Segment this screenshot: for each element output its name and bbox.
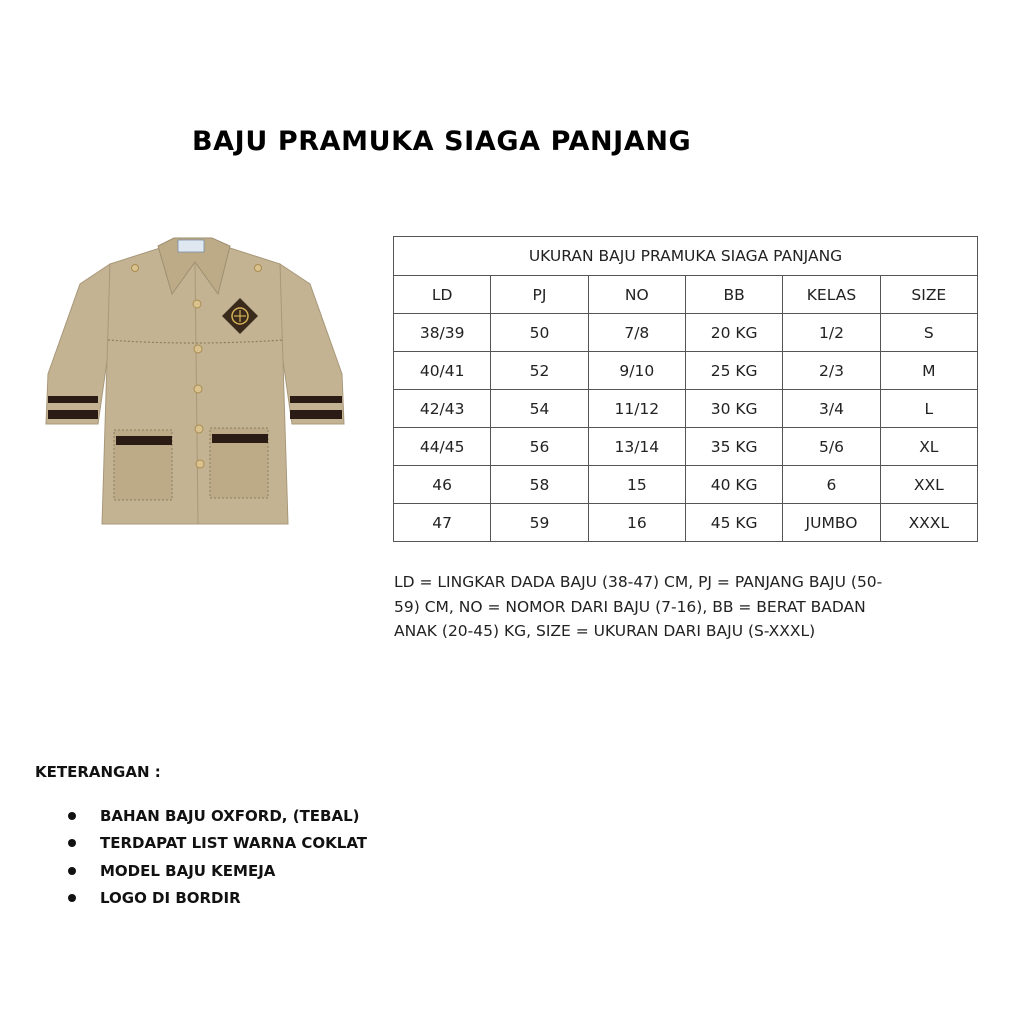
list-item-label: MODEL BAJU KEMEJA (100, 861, 276, 880)
table-row (394, 390, 978, 428)
table-row (394, 466, 978, 504)
cell-kelas: 6 (783, 466, 880, 504)
table-row (394, 314, 978, 352)
cell-no: 15 (588, 466, 685, 504)
cell-kelas: JUMBO (783, 504, 880, 542)
cell-kelas: 3/4 (783, 390, 880, 428)
column-header-ld: LD (394, 276, 491, 314)
column-header-no: NO (588, 276, 685, 314)
cell-bb: 40 KG (685, 466, 782, 504)
cell-pj: 56 (491, 428, 588, 466)
table-row (394, 352, 978, 390)
column-header-size: SIZE (880, 276, 977, 314)
keterangan-list (60, 802, 367, 912)
list-item (60, 830, 367, 858)
cell-ld: 40/41 (394, 352, 491, 390)
list-item-label: BAHAN BAJU OXFORD, (TEBAL) (100, 806, 360, 825)
cell-ld: 46 (394, 466, 491, 504)
list-item (60, 885, 367, 913)
cell-pj: 52 (491, 352, 588, 390)
cell-ld: 47 (394, 504, 491, 542)
table-row (394, 428, 978, 466)
cell-size: XXXL (880, 504, 977, 542)
cell-ld: 42/43 (394, 390, 491, 428)
column-header-kelas: KELAS (783, 276, 880, 314)
list-item-label: LOGO DI BORDIR (100, 889, 241, 908)
shirt-body (46, 238, 344, 524)
product-image-shirt (40, 234, 350, 526)
list-item-label: TERDAPAT LIST WARNA COKLAT (100, 834, 368, 853)
bullet-icon (68, 894, 76, 902)
bullet-icon (68, 839, 76, 847)
cell-pj: 50 (491, 314, 588, 352)
bullet-icon (68, 812, 76, 820)
column-header-bb: BB (685, 276, 782, 314)
cell-size: XL (880, 428, 977, 466)
cell-no: 11/12 (588, 390, 685, 428)
cell-pj: 58 (491, 466, 588, 504)
table-header-row (394, 276, 978, 314)
cell-no: 16 (588, 504, 685, 542)
table-row (394, 504, 978, 542)
bullet-icon (68, 867, 76, 875)
keterangan-heading: KETERANGAN : (35, 763, 161, 781)
cell-kelas: 1/2 (783, 314, 880, 352)
cell-size: XXL (880, 466, 977, 504)
list-item (60, 857, 367, 885)
list-item (60, 802, 367, 830)
cell-ld: 38/39 (394, 314, 491, 352)
cell-no: 9/10 (588, 352, 685, 390)
cell-size: L (880, 390, 977, 428)
size-table-caption: UKURAN BAJU PRAMUKA SIAGA PANJANG (394, 237, 978, 276)
cell-bb: 30 KG (685, 390, 782, 428)
page-title: BAJU PRAMUKA SIAGA PANJANG (192, 126, 692, 157)
cell-ld: 44/45 (394, 428, 491, 466)
cell-no: 13/14 (588, 428, 685, 466)
cell-pj: 59 (491, 504, 588, 542)
cell-size: S (880, 314, 977, 352)
column-header-pj: PJ (491, 276, 588, 314)
cell-bb: 25 KG (685, 352, 782, 390)
cell-kelas: 5/6 (783, 428, 880, 466)
cell-bb: 45 KG (685, 504, 782, 542)
cell-no: 7/8 (588, 314, 685, 352)
cell-size: M (880, 352, 977, 390)
cell-bb: 35 KG (685, 428, 782, 466)
cell-pj: 54 (491, 390, 588, 428)
cell-bb: 20 KG (685, 314, 782, 352)
size-legend-note: LD = LINGKAR DADA BAJU (38-47) CM, PJ = PANJANG BAJU (50-59) CM, NO = NOMOR DARI BAJU (7-16), BB = BERAT BADAN ANAK (20-45) KG, SIZE = UKURAN DARI BAJU (S-XXXL) (394, 573, 883, 640)
cell-kelas: 2/3 (783, 352, 880, 390)
size-table (393, 236, 978, 542)
